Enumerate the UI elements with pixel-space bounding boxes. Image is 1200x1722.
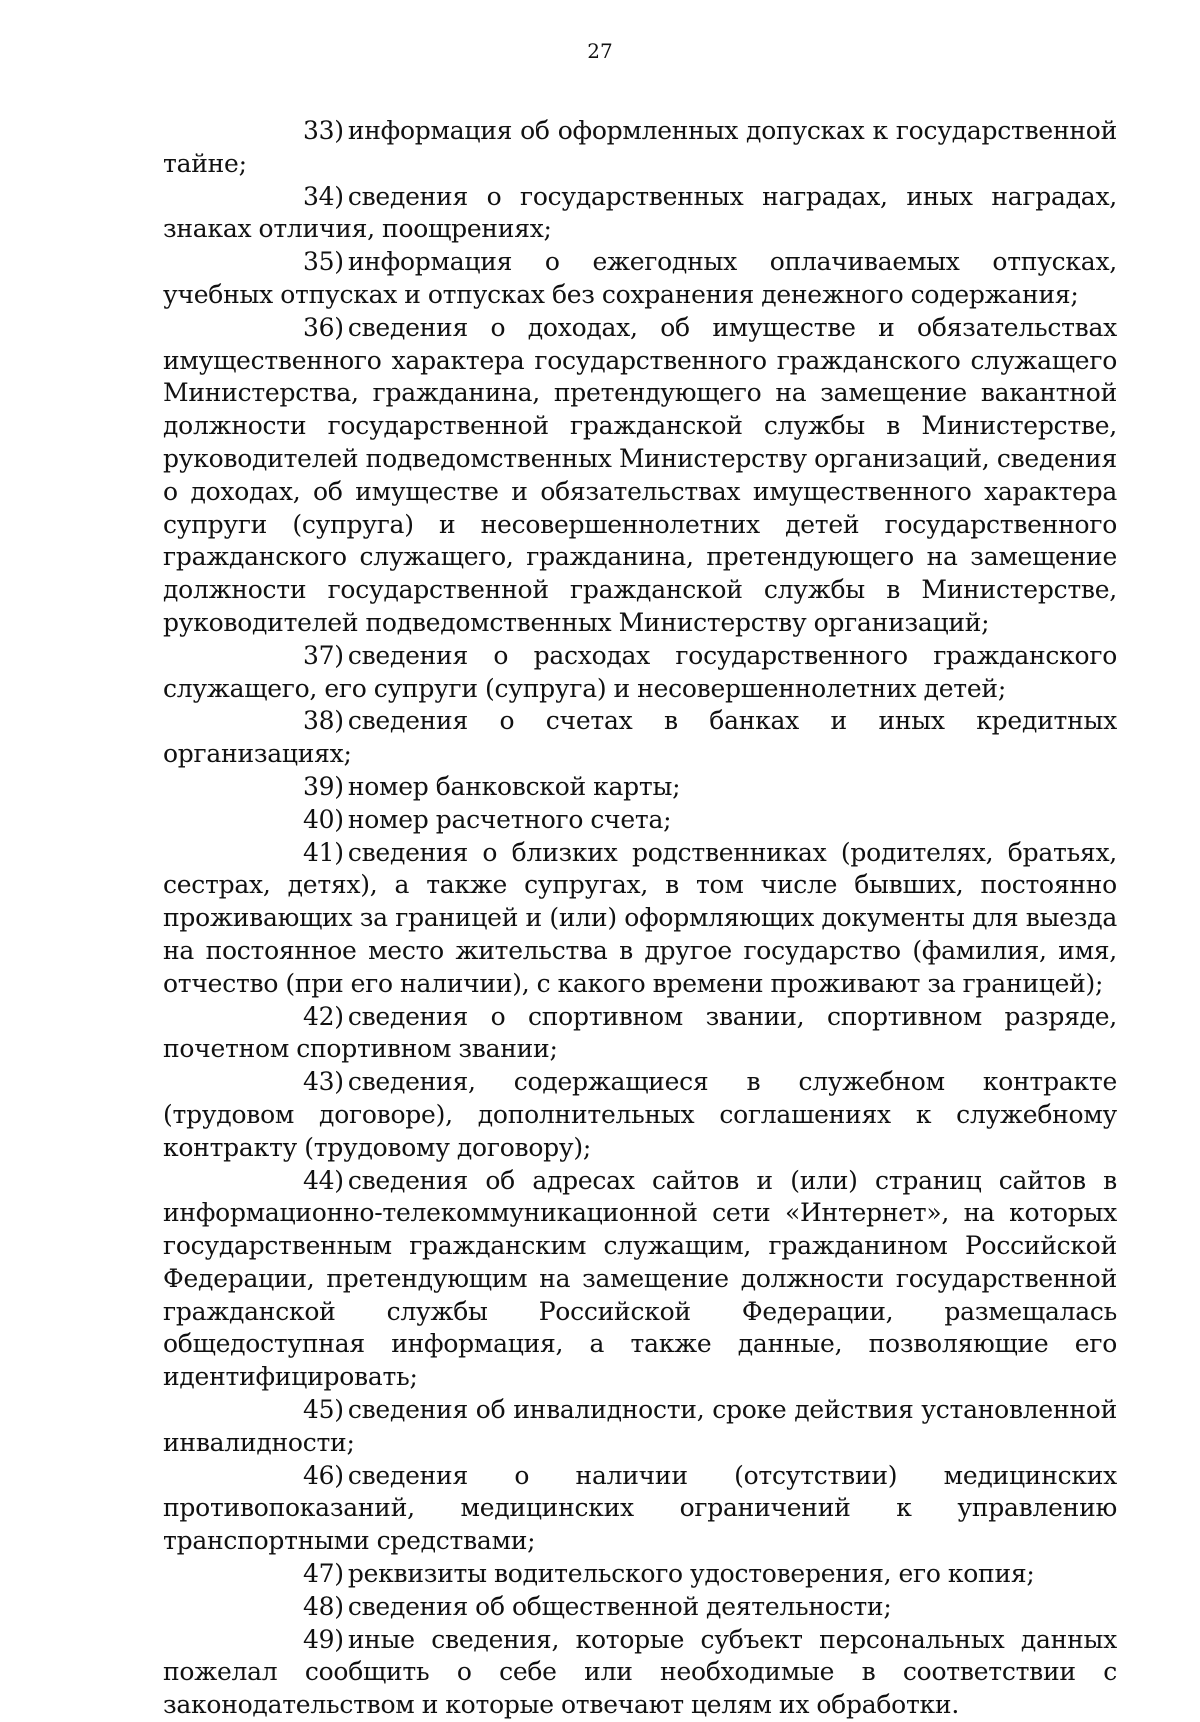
item-number: 34) [303,181,344,211]
list-item [163,312,1117,640]
item-text: информация о ежегодных оплачиваемых отпусках, учебных отпусках и отпусках без сохранения денежного содержания; [163,247,1117,309]
item-text: сведения, содержащиеся в служебном контракте (трудовом договоре), дополнительных соглашениях к служебному контракту (трудовому договору); [163,1067,1117,1162]
item-text: сведения о расходах государственного гражданского служащего, его супруги (супруга) и несовершеннолетних детей; [163,640,1117,703]
item-number: 45) [303,1395,344,1425]
item-number: 33) [303,116,344,145]
list-item [163,246,1117,312]
item-text: иные сведения, которые субъект персональных данных пожелал сообщить о себе или необходимые в соответствии с законодательством и которые отвечают целям их обработки. [163,1624,1117,1720]
list-of-items [163,115,1117,1722]
list-item [163,1165,1117,1395]
item-number: 41) [303,837,344,867]
list-item [163,837,1117,1001]
list-item [163,115,1117,181]
item-number: 43) [303,1067,344,1097]
item-text: сведения о счетах в банках и иных кредитных организациях; [163,706,1117,769]
list-item [163,1066,1117,1164]
item-number: 36) [303,312,344,342]
item-number: 38) [303,706,344,736]
item-text: номер банковской карты; [347,771,681,801]
item-number: 39) [303,771,344,801]
item-text: сведения о спортивном звании, спортивном разряде, почетном спортивном звании; [163,1001,1117,1064]
item-text: номер расчетного счета; [347,804,672,834]
item-text: сведения об инвалидности, сроке действия установленной инвалидности; [163,1395,1117,1457]
list-item [163,1001,1117,1067]
item-number: 40) [303,804,344,834]
list-item [163,640,1117,706]
item-number: 37) [303,640,344,670]
item-text: сведения о наличии (отсутствии) медицинских противопоказаний, медицинских ограничений к управлению транспортными средствами; [163,1460,1117,1556]
item-text: сведения об общественной деятельности; [347,1591,892,1621]
item-number: 47) [303,1559,344,1589]
list-item [163,1558,1117,1591]
list-item [163,771,1117,804]
item-number: 35) [303,247,344,277]
item-number: 46) [303,1460,344,1490]
list-item [163,705,1117,771]
list-item [163,804,1117,837]
page-number: 27 [587,39,613,63]
list-item [163,181,1117,247]
item-text: сведения о близких родственниках (родителях, братьях, сестрах, детях), а также супругах, в том числе бывших, постоянно проживающих за границей и (или) оформляющих документы для выезда на постоянное место жительства в другое государство (фамилия, имя, отчество (при его наличии), с какого времени проживают за границей); [163,837,1117,998]
item-number: 44) [303,1165,344,1195]
list-item [163,1591,1117,1624]
list-item [163,1394,1117,1460]
item-number: 49) [303,1624,344,1654]
item-number: 42) [303,1001,344,1031]
list-item [163,1624,1117,1722]
item-text: сведения о государственных наградах, иных наградах, знаках отличия, поощрениях; [163,181,1117,244]
item-text: сведения о доходах, об имуществе и обязательствах имущественного характера государственного гражданского служащего Министерства, гражданина, претендующего на замещение вакантной должности государственной гражданской службы в Министерстве, руководителей подведомственных Министерству организаций, сведения о доходах, об имуществе и обязательствах имущественного характера супруги (супруга) и несовершеннолетних детей государственного гражданского служащего, гражданина, претендующего на замещение должности государственной гражданской службы в Министерстве, руководителей подведомственных Министерству организаций; [163,312,1117,637]
item-text: реквизиты водительского удостоверения, его копия; [347,1559,1035,1589]
item-text: информация об оформленных допусках к государственной тайне; [163,116,1117,178]
item-text: сведения об адресах сайтов и (или) страниц сайтов в информационно-телекоммуникационной сети «Интернет», на которых государственным гражданским служащим, гражданином Российской Федерации, претендующим на замещение должности государственной гражданской службы Российской Федерации, размещалась общедоступная информация, а также данные, позволяющие его идентифицировать; [163,1165,1117,1392]
list-item [163,1460,1117,1558]
item-number: 48) [303,1591,344,1621]
